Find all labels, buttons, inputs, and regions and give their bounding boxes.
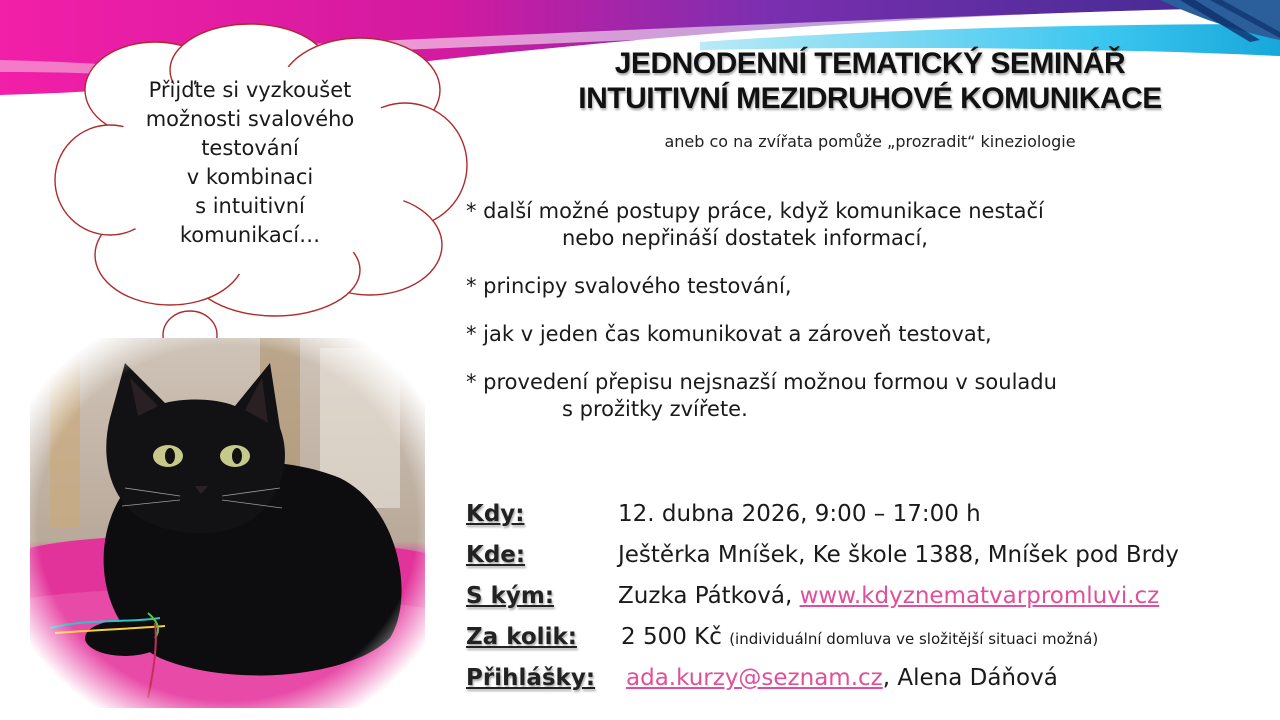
topic-list	[466, 198, 1256, 444]
bubble-line: komunikací…	[179, 223, 321, 247]
skym-label: S kým:	[466, 583, 555, 609]
topic-text: * principy svalového testování,	[466, 274, 792, 298]
topic-text-continued: s prožitky zvířete.	[562, 397, 748, 421]
detail-row-kdy	[466, 498, 1276, 539]
kde-value: Ještěrka Mníšek, Ke škole 1388, Mníšek pod Brdy	[618, 542, 1179, 568]
skym-value	[618, 580, 1159, 612]
topic-item	[466, 198, 1256, 252]
lecturer-name: Zuzka Pátková,	[618, 583, 800, 609]
detail-row-skym	[466, 580, 1276, 621]
title-line-1: JEDNODENNÍ TEMATICKÝ SEMINÁŘ	[614, 47, 1126, 80]
seminar-title	[480, 46, 1260, 116]
detail-row-zakolik	[466, 621, 1276, 662]
zakolik-value	[621, 621, 1098, 655]
cat-photo	[30, 338, 425, 708]
topic-text: * jak v jeden čas komunikovat a zároveň testovat,	[466, 322, 992, 346]
topic-text-continued: nebo nepřináší dostatek informací,	[562, 226, 928, 250]
topic-item	[466, 369, 1256, 423]
organizer-name: , Alena Dáňová	[882, 665, 1058, 691]
price: 2 500 Kč	[621, 624, 722, 650]
title-line-2: INTUITIVNÍ MEZIDRUHOVÉ KOMUNIKACE	[578, 82, 1162, 115]
prihlasky-label: Přihlášky:	[466, 665, 596, 691]
kdy-label: Kdy:	[466, 501, 525, 527]
price-note: (individuální domluva ve složitější situaci možná)	[729, 630, 1099, 648]
bubble-line: v kombinaci	[186, 165, 314, 189]
prihlasky-value	[626, 662, 1058, 694]
topic-item	[466, 321, 1256, 348]
topic-text: * další možné postupy práce, když komunikace nestačí	[466, 199, 1044, 223]
kde-label: Kde:	[466, 542, 526, 568]
event-details	[466, 498, 1276, 703]
topic-item	[466, 273, 1256, 300]
seminar-subtitle: aneb co na zvířata pomůže „prozradit“ kineziologie	[664, 132, 1076, 151]
detail-row-prihlasky	[466, 662, 1276, 703]
thought-bubble-text	[100, 76, 400, 250]
detail-row-kde	[466, 539, 1276, 580]
website-link[interactable]: www.kdyznematvarpromluvi.cz	[799, 583, 1160, 609]
bubble-line: testování	[201, 136, 299, 160]
bubble-line: možnosti svalového	[145, 107, 355, 131]
kdy-value: 12. dubna 2026, 9:00 – 17:00 h	[618, 501, 981, 527]
bubble-line: s intuitivní	[195, 194, 305, 218]
bubble-line: Přijďte si vyzkoušet	[148, 78, 352, 102]
zakolik-label: Za kolik:	[466, 624, 577, 650]
topic-text: * provedení přepisu nejsnazší možnou formou v souladu	[466, 370, 1057, 394]
email-link[interactable]: ada.kurzy@seznam.cz	[626, 665, 883, 691]
